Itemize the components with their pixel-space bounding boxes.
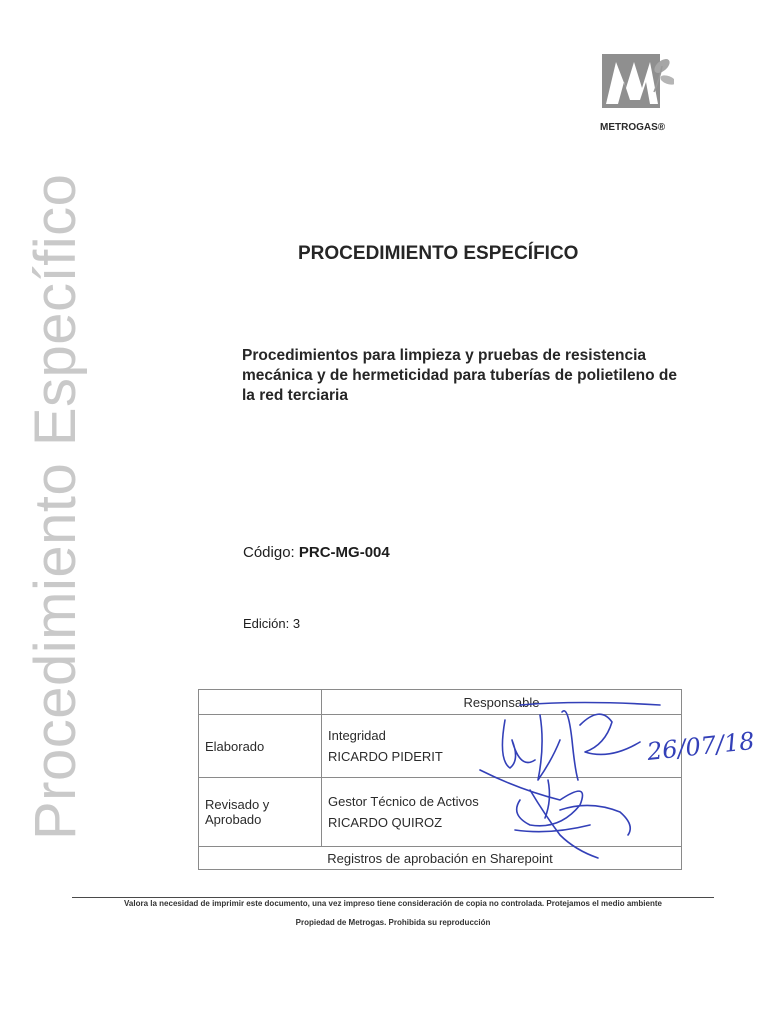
footer-note: Valora la necesidad de imprimir este documento, una vez impreso tiene consideración de copia no controlada. Protejamos el medio ambiente	[124, 899, 662, 908]
footer-property: Propiedad de Metrogas. Prohibida su reproducción	[295, 918, 491, 927]
document-type: PROCEDIMIENTO ESPECÍFICO	[298, 243, 579, 264]
approval-person: RICARDO QUIROZ	[328, 815, 443, 830]
approval-role: Elaborado	[199, 715, 322, 778]
approval-person: RICARDO PIDERIT	[328, 749, 443, 764]
side-title: Procedimiento Específico	[23, 173, 88, 840]
approval-row-elaborado	[199, 715, 682, 778]
metrogas-logo-icon	[600, 48, 674, 122]
approval-header-empty	[199, 690, 322, 715]
document-subject: Procedimientos para limpieza y pruebas de resistencia mecánica y de hermeticidad para tuberías de polietileno de la red terciaria	[242, 347, 678, 404]
document-code	[243, 544, 390, 561]
approval-header: Responsable	[322, 690, 682, 715]
approval-area: Integridad	[328, 728, 386, 743]
approval-row-revisado	[199, 778, 682, 847]
approval-role: Revisado y Aprobado	[199, 778, 322, 847]
metrogas-logo	[600, 38, 674, 142]
approval-area: Gestor Técnico de Activos	[328, 794, 479, 809]
document-edition: Edición: 3	[243, 616, 301, 631]
approval-responsible	[322, 715, 682, 778]
code-label: Código:	[243, 544, 295, 561]
code-value: PRC-MG-004	[298, 544, 390, 561]
logo-text: METROGAS®	[600, 122, 666, 133]
approval-responsible	[322, 778, 682, 847]
approval-footer: Registros de aprobación en Sharepoint	[199, 847, 682, 870]
approval-header-row	[199, 690, 682, 715]
footer-divider	[72, 897, 714, 898]
signature-date: 26/07/18	[645, 726, 756, 766]
approval-table	[198, 689, 682, 870]
approval-footer-row	[199, 847, 682, 870]
